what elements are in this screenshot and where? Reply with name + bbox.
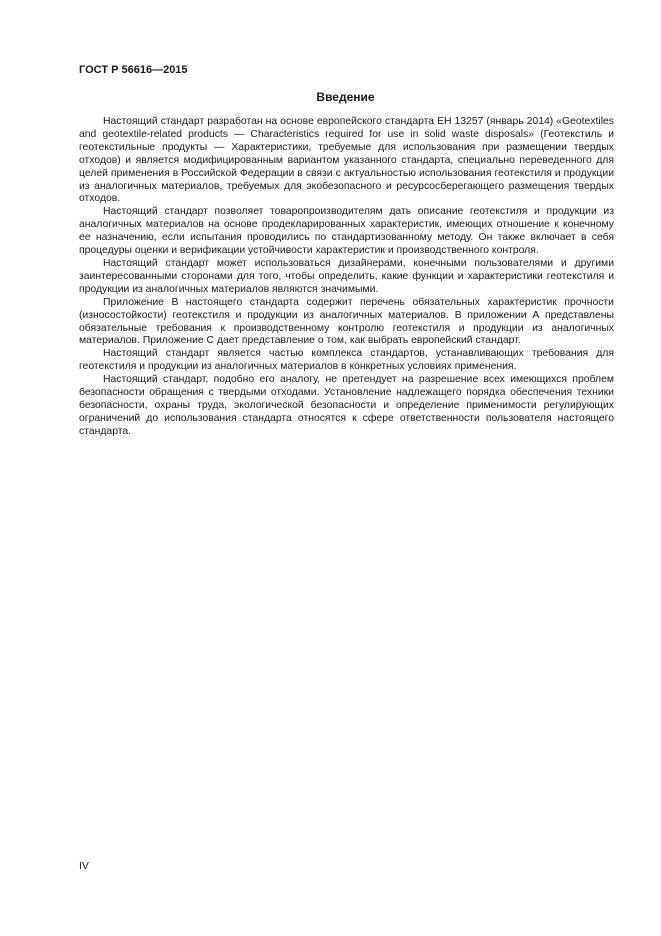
- page-number: IV: [79, 860, 89, 872]
- paragraph: Настоящий стандарт, подобно его аналогу, не претендует на разрешение всех имеющихся проблем безопасности обращения с твердыми отходами. Установление надлежащего порядка обеспечения техники безопасности, охраны труда, экологической безопасности и определение применимости регулирующих ограничений до использования стандарта относятся к сфере ответственности пользователя настоящего стандарта.: [79, 374, 614, 437]
- body-text: [79, 116, 614, 439]
- paragraph: Настоящий стандарт является частью комплекса стандартов, устанавливающих требования для геотекстиля и продукции из аналогичных материалов в конкретных условиях применения.: [79, 348, 614, 373]
- paragraph: Настоящий стандарт может использоваться дизайнерами, конечными пользователями и другими заинтересованными сторонами для того, чтобы определить, какие функции и характеристики геотекстиля и продукции из аналогичных материалов являются значимыми.: [79, 257, 614, 295]
- section-title: Введение: [316, 90, 375, 104]
- document-header: ГОСТ Р 56616—2015: [79, 64, 188, 76]
- paragraph: Настоящий стандарт разработан на основе европейского стандарта ЕН 13257 (январь 2014) «Geotextiles and geotextile-related products — Characteristics required for use in solid waste disposals» (Геотекстиль и геотекстильные продукты — Характеристики, требуемые для использования при размещении твердых отходов) и является модифицированным вариантом указанного стандарта, специально переведенного для целей применения в Российской Федерации в связи с актуальностью использования геотекстиля и продукции из аналогичных материалов, требуемых для экобезопасного и ресурсосберегающего размещения твердых отходов.: [79, 116, 614, 205]
- paragraph: Настоящий стандарт позволяет товаропроизводителям дать описание геотекстиля и продукции из аналогичных материалов на основе продекларированных характеристик, имеющих отношение к конечному ее назначению, если испытания проводились по стандартизованному методу. Он также включает в себя процедуры оценки и верификации устойчивости характеристик и производственного контроля.: [79, 206, 614, 257]
- paragraph: Приложение В настоящего стандарта содержит перечень обязательных характеристик прочности (износостойкости) геотекстиля и продукции из аналогичных материалов. В приложении А представлены обязательные требования к производственному контролю геотекстиля и продукции из аналогичных материалов. Приложение С дает представление о том, как выбрать европейский стандарт.: [79, 296, 614, 347]
